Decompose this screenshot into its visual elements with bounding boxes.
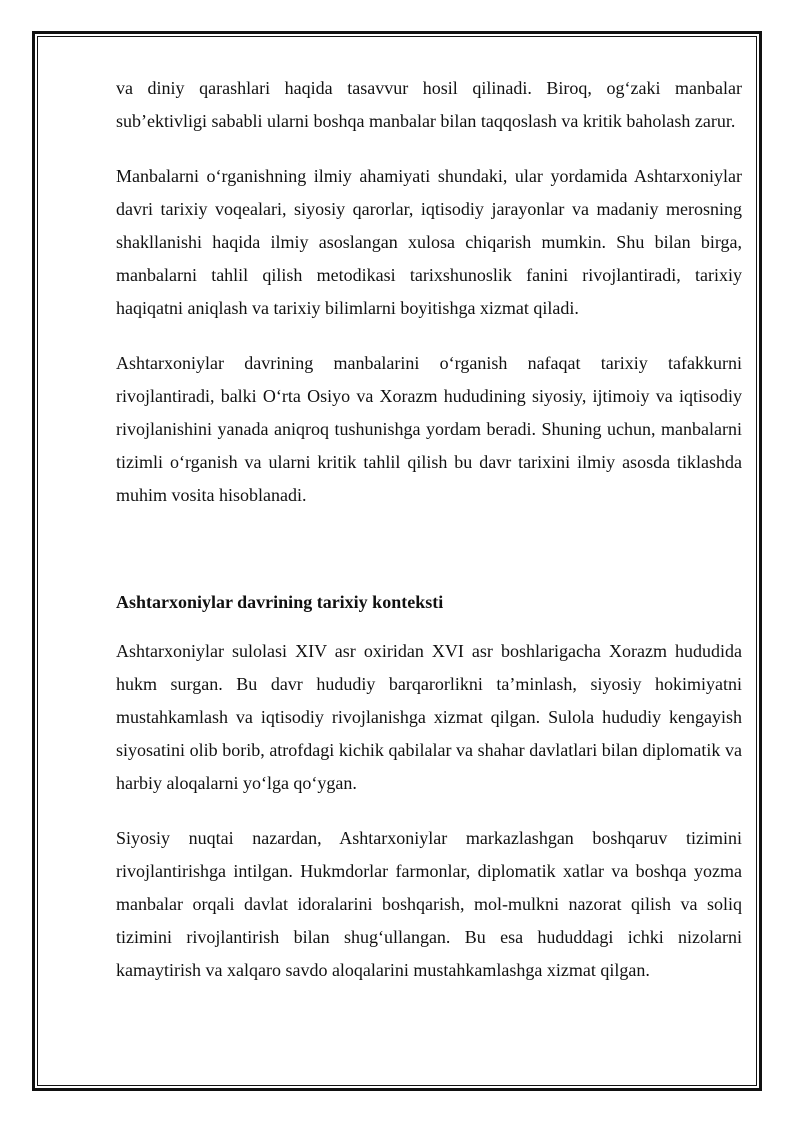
paragraph-scientific-importance: Manbalarni o‘rganishning ilmiy ahamiyati shundaki, ular yordamida Ashtarxoniylar davri tarixiy voqealari, siyosiy qarorlar, iqtisodiy jarayonlar va madaniy merosning shakllanishi haqida ilmiy asoslangan xulosa chiqarish mumkin. Shu bilan birga, manbalarni tahlil qilish metodikasi tarixshunoslik fanini rivojlantiradi, tarixiy haqiqatni aniqlash va tarixiy bilimlarni boyitishga xizmat qiladi. — [116, 166, 742, 318]
paragraph-study-significance: Ashtarxoniylar davrining manbalarini o‘rganish nafaqat tarixiy tafakkurni rivojlantiradi, balki O‘rta Osiyo va Xorazm hududining siyosiy, ijtimoiy va iqtisodiy rivojlanishini yanada aniqroq tushunishga yordam beradi. Shuning uchun, manbalarni tizimli o‘rganish va ularni kritik tahlil qilish bu davr tarixini ilmiy asosda tiklashda muhim vosita hisoblanadi. — [116, 353, 742, 505]
paragraph-dynasty-overview: Ashtarxoniylar sulolasi XIV asr oxiridan XVI asr boshlarigacha Xorazm hududida hukm surgan. Bu davr hududiy barqarorlikni ta’minlash, siyosiy hokimiyatni mustahkamlash va iqtisodiy rivojlanishga xizmat qilgan. Sulola hududiy kengayish siyosatini olib borib, atrofdagi kichik qabilalar va shahar davlatlari bilan diplomatik va harbiy aloqalarni yo‘lga qo‘ygan. — [116, 641, 742, 793]
document-body — [116, 72, 742, 1009]
paragraph-oral-sources: va diniy qarashlari haqida tasavvur hosil qilinadi. Biroq, og‘zaki manbalar sub’ektivligi sababli ularni boshqa manbalar bilan taqqoslash va kritik baholash zarur. — [116, 78, 742, 131]
paragraph-political-view: Siyosiy nuqtai nazardan, Ashtarxoniylar markazlashgan boshqaruv tizimini rivojlantirishga intilgan. Hukmdorlar farmonlar, diplomatik xatlar va boshqa yozma manbalar orqali davlat idoralarini boshqarish, mol-mulkni nazorat qilish va soliq tizimini rivojlantirish bilan shug‘ullangan. Bu esa hududdagi ichki nizolarni kamaytirish va xalqaro savdo aloqalarini mustahkamlashga xizmat qilgan. — [116, 828, 742, 980]
section-heading: Ashtarxoniylar davrining tarixiy konteksti — [116, 592, 444, 612]
